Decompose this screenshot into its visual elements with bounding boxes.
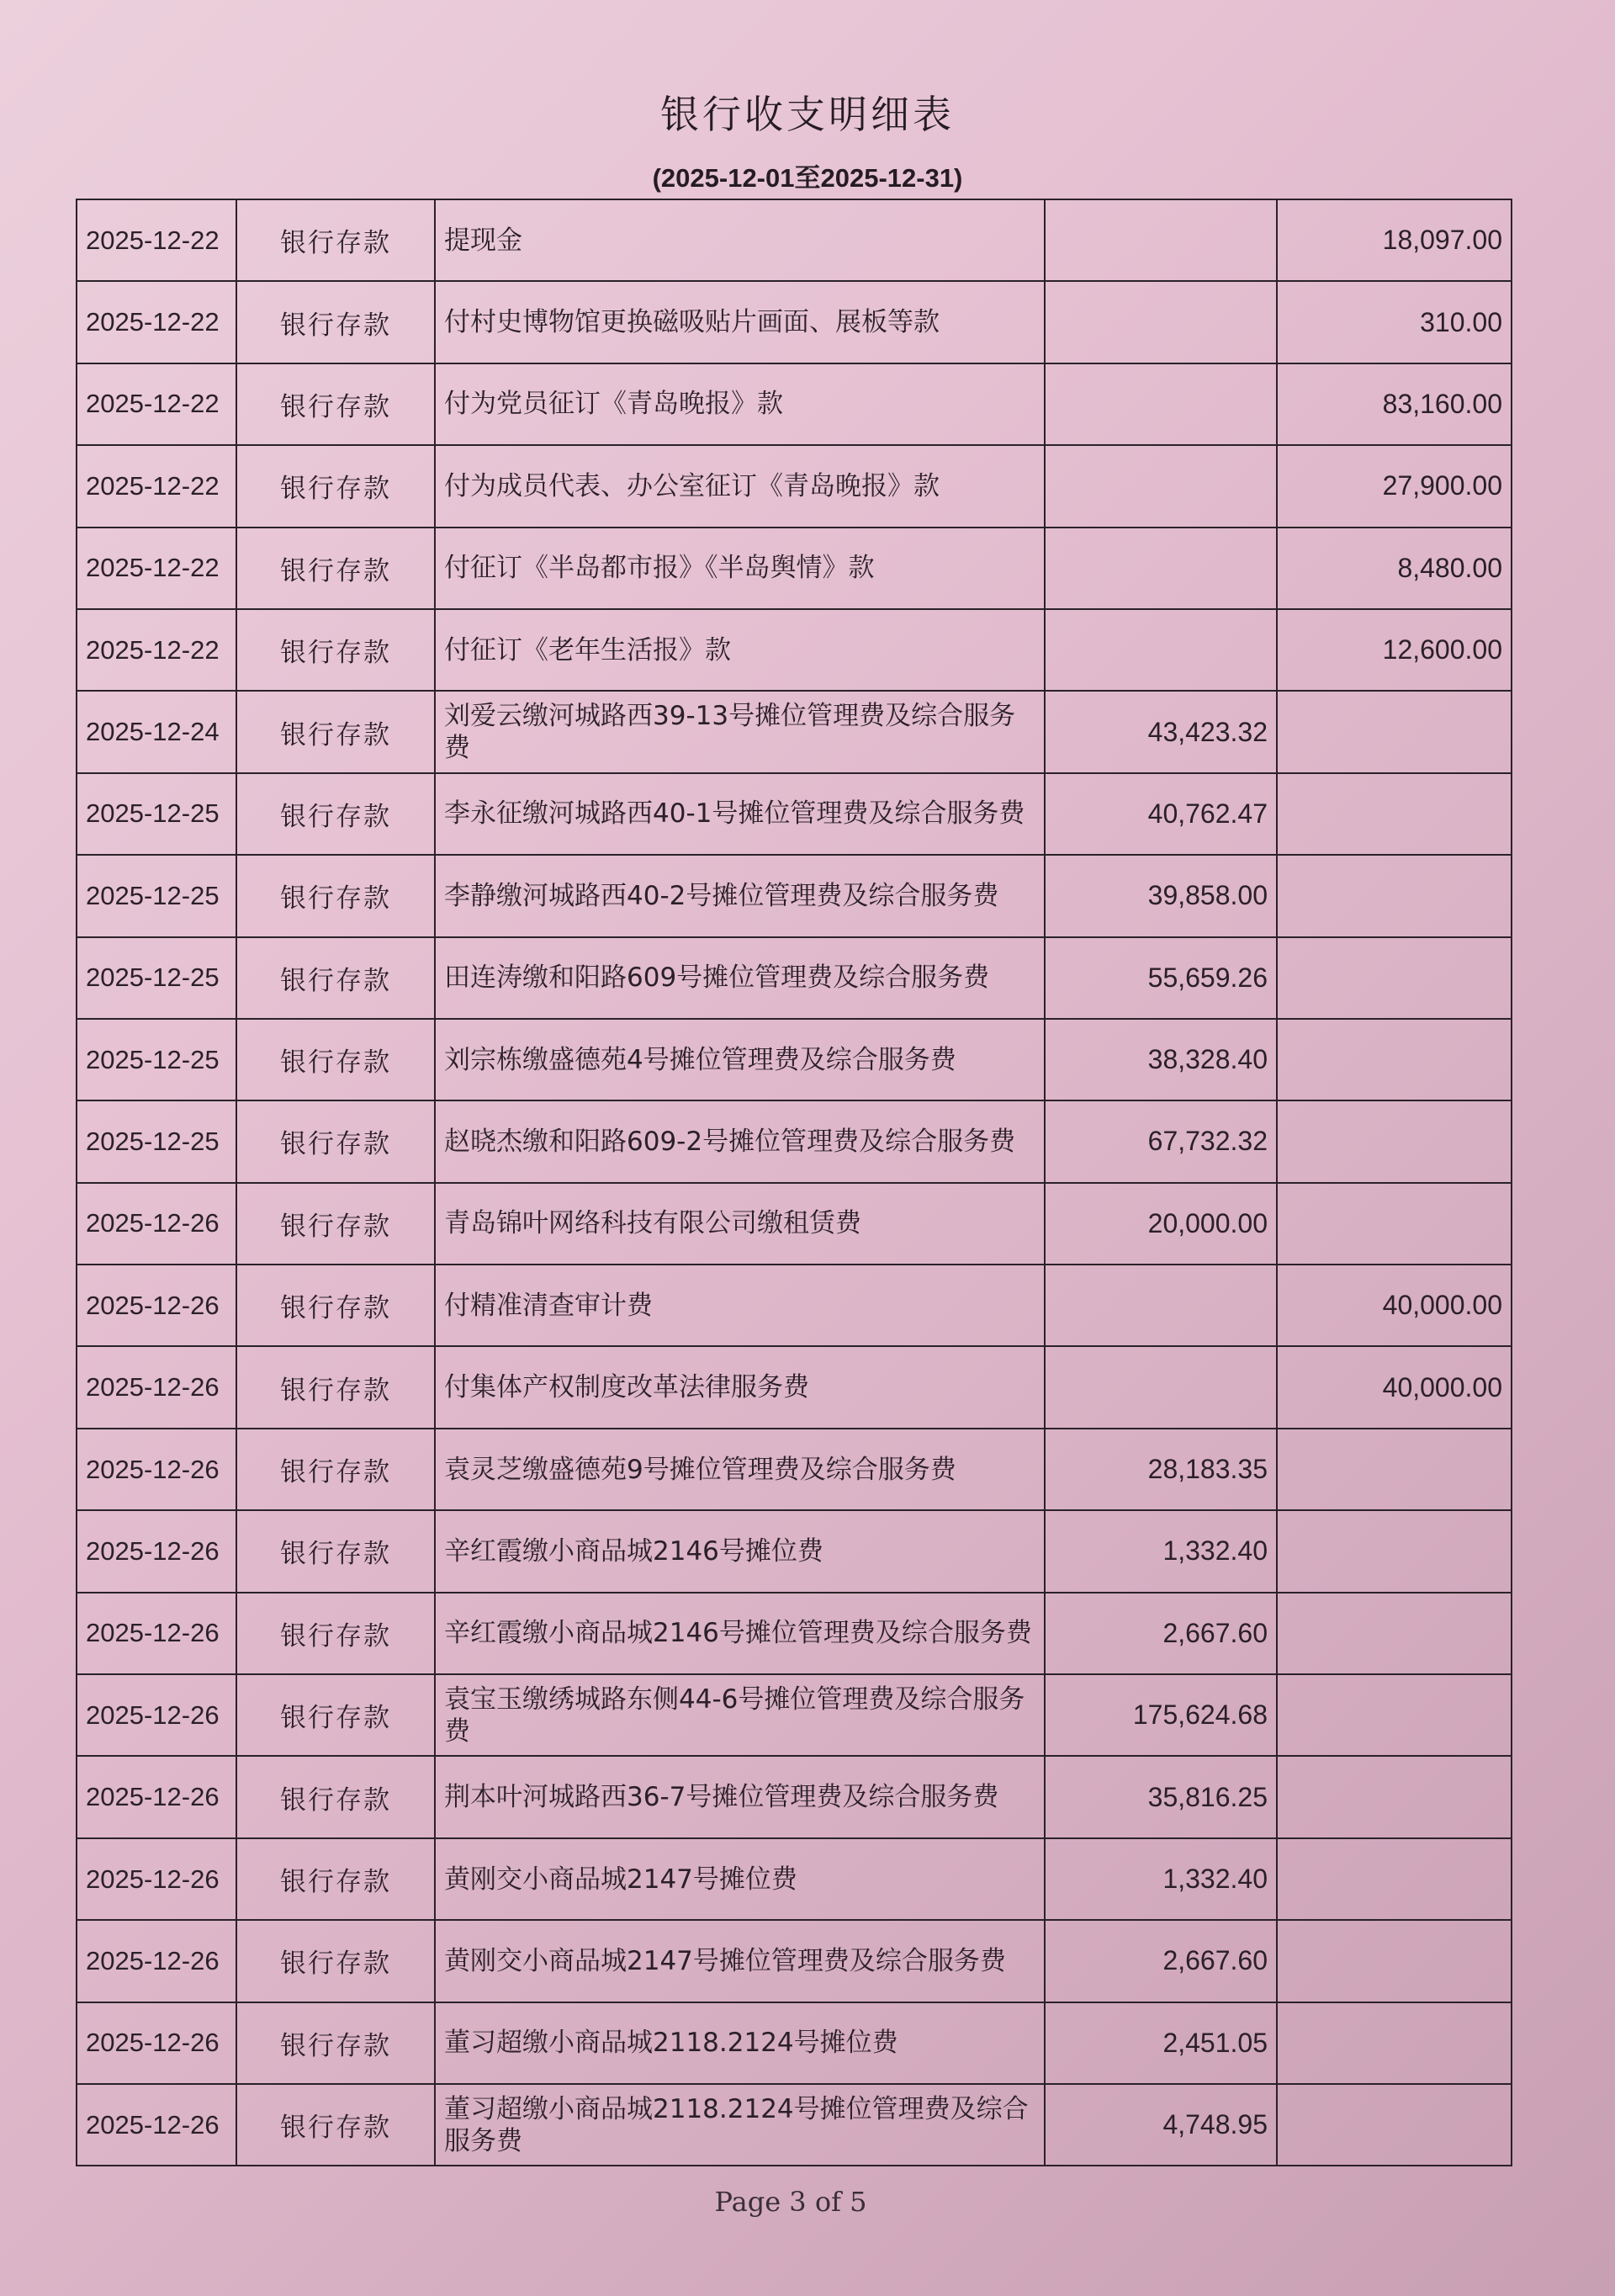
account-cell: 银行存款 — [236, 363, 435, 445]
table-row — [77, 1346, 1512, 1428]
date-cell: 2025-12-22 — [77, 363, 236, 445]
account-cell: 银行存款 — [236, 773, 435, 855]
income-cell: 2,667.60 — [1045, 1920, 1277, 2002]
table-row — [77, 1920, 1512, 2002]
income-cell: 55,659.26 — [1045, 937, 1277, 1019]
description-cell: 李永征缴河城路西40-1号摊位管理费及综合服务费 — [435, 773, 1045, 855]
date-cell: 2025-12-22 — [77, 281, 236, 363]
income-cell — [1045, 281, 1277, 363]
description-cell: 李静缴河城路西40-2号摊位管理费及综合服务费 — [435, 855, 1045, 936]
expense-cell — [1277, 937, 1512, 1019]
date-cell: 2025-12-26 — [77, 1920, 236, 2002]
description-cell: 袁灵芝缴盛德苑9号摊位管理费及综合服务费 — [435, 1429, 1045, 1510]
expense-cell — [1277, 1593, 1512, 1674]
table-row — [77, 1510, 1512, 1592]
income-cell: 43,423.32 — [1045, 691, 1277, 772]
income-cell — [1045, 1265, 1277, 1346]
description-cell: 付征订《半岛都市报》《半岛舆情》款 — [435, 528, 1045, 609]
date-cell: 2025-12-26 — [77, 1265, 236, 1346]
income-cell: 175,624.68 — [1045, 1674, 1277, 1756]
expense-cell: 40,000.00 — [1277, 1265, 1512, 1346]
table-row — [77, 445, 1512, 527]
account-cell: 银行存款 — [236, 1510, 435, 1592]
description-cell: 荆本叶河城路西36-7号摊位管理费及综合服务费 — [435, 1756, 1045, 1837]
account-cell: 银行存款 — [236, 1838, 435, 1920]
expense-cell: 8,480.00 — [1277, 528, 1512, 609]
expense-cell: 40,000.00 — [1277, 1346, 1512, 1428]
expense-cell — [1277, 1183, 1512, 1265]
income-cell: 2,451.05 — [1045, 2002, 1277, 2084]
description-cell: 田连涛缴和阳路609号摊位管理费及综合服务费 — [435, 937, 1045, 1019]
income-cell — [1045, 199, 1277, 281]
expense-cell — [1277, 1100, 1512, 1182]
account-cell: 银行存款 — [236, 199, 435, 281]
table-row — [77, 199, 1512, 281]
expense-cell — [1277, 1920, 1512, 2002]
expense-cell — [1277, 1674, 1512, 1756]
account-cell: 银行存款 — [236, 1429, 435, 1510]
description-cell: 付征订《老年生活报》款 — [435, 609, 1045, 691]
expense-cell — [1277, 1756, 1512, 1837]
ledger-table — [76, 199, 1512, 2166]
expense-cell — [1277, 1019, 1512, 1100]
table-row — [77, 2002, 1512, 2084]
account-cell: 银行存款 — [236, 1674, 435, 1756]
expense-cell: 310.00 — [1277, 281, 1512, 363]
expense-cell — [1277, 2002, 1512, 2084]
table-row — [77, 855, 1512, 936]
description-cell: 辛红霞缴小商品城2146号摊位管理费及综合服务费 — [435, 1593, 1045, 1674]
description-cell: 黄刚交小商品城2147号摊位管理费及综合服务费 — [435, 1920, 1045, 2002]
income-cell: 2,667.60 — [1045, 1593, 1277, 1674]
description-cell: 袁宝玉缴绣城路东侧44-6号摊位管理费及综合服务费 — [435, 1674, 1045, 1756]
expense-cell — [1277, 2084, 1512, 2166]
income-cell: 67,732.32 — [1045, 1100, 1277, 1182]
date-cell: 2025-12-25 — [77, 937, 236, 1019]
description-cell: 付精准清查审计费 — [435, 1265, 1045, 1346]
table-row — [77, 1100, 1512, 1182]
description-cell: 青岛锦叶网络科技有限公司缴租赁费 — [435, 1183, 1045, 1265]
date-cell: 2025-12-22 — [77, 528, 236, 609]
description-cell: 付集体产权制度改革法律服务费 — [435, 1346, 1045, 1428]
date-cell: 2025-12-22 — [77, 609, 236, 691]
date-cell: 2025-12-26 — [77, 1510, 236, 1592]
table-row — [77, 281, 1512, 363]
date-cell: 2025-12-26 — [77, 1183, 236, 1265]
income-cell — [1045, 445, 1277, 527]
account-cell: 银行存款 — [236, 1265, 435, 1346]
income-cell: 39,858.00 — [1045, 855, 1277, 936]
income-cell: 1,332.40 — [1045, 1838, 1277, 1920]
date-cell: 2025-12-25 — [77, 773, 236, 855]
table-row — [77, 2084, 1512, 2166]
income-cell: 4,748.95 — [1045, 2084, 1277, 2166]
account-cell: 银行存款 — [236, 1100, 435, 1182]
page-footer: Page 3 of 5 — [714, 2186, 867, 2218]
description-cell: 赵晓杰缴和阳路609-2号摊位管理费及综合服务费 — [435, 1100, 1045, 1182]
income-cell: 38,328.40 — [1045, 1019, 1277, 1100]
description-cell: 付村史博物馆更换磁吸贴片画面、展板等款 — [435, 281, 1045, 363]
income-cell: 40,762.47 — [1045, 773, 1277, 855]
date-cell: 2025-12-25 — [77, 1100, 236, 1182]
date-cell: 2025-12-26 — [77, 2084, 236, 2166]
income-cell: 28,183.35 — [1045, 1429, 1277, 1510]
expense-cell: 18,097.00 — [1277, 199, 1512, 281]
account-cell: 银行存款 — [236, 937, 435, 1019]
expense-cell — [1277, 1429, 1512, 1510]
description-cell: 刘爱云缴河城路西39-13号摊位管理费及综合服务费 — [435, 691, 1045, 772]
table-row — [77, 1756, 1512, 1837]
date-cell: 2025-12-22 — [77, 199, 236, 281]
income-cell — [1045, 363, 1277, 445]
date-cell: 2025-12-26 — [77, 1593, 236, 1674]
date-cell: 2025-12-24 — [77, 691, 236, 772]
account-cell: 银行存款 — [236, 2084, 435, 2166]
income-cell — [1045, 528, 1277, 609]
document-title: 银行收支明细表 — [660, 92, 955, 137]
table-row — [77, 1429, 1512, 1510]
ledger-body — [77, 199, 1512, 2166]
table-row — [77, 363, 1512, 445]
account-cell: 银行存款 — [236, 609, 435, 691]
date-cell: 2025-12-22 — [77, 445, 236, 527]
date-cell: 2025-12-26 — [77, 1756, 236, 1837]
description-cell: 黄刚交小商品城2147号摊位费 — [435, 1838, 1045, 1920]
account-cell: 银行存款 — [236, 445, 435, 527]
table-row — [77, 691, 1512, 772]
table-row — [77, 1593, 1512, 1674]
description-cell: 董习超缴小商品城2118.2124号摊位费 — [435, 2002, 1045, 2084]
description-cell: 付为成员代表、办公室征订《青岛晚报》款 — [435, 445, 1045, 527]
table-row — [77, 937, 1512, 1019]
table-row — [77, 1183, 1512, 1265]
table-row — [77, 609, 1512, 691]
description-cell: 付为党员征订《青岛晚报》款 — [435, 363, 1045, 445]
account-cell: 银行存款 — [236, 1346, 435, 1428]
date-cell: 2025-12-25 — [77, 855, 236, 936]
date-range: (2025-12-01至2025-12-31) — [652, 163, 963, 193]
account-cell: 银行存款 — [236, 691, 435, 772]
date-cell: 2025-12-26 — [77, 1838, 236, 1920]
date-cell: 2025-12-25 — [77, 1019, 236, 1100]
table-row — [77, 528, 1512, 609]
income-cell: 1,332.40 — [1045, 1510, 1277, 1592]
account-cell: 银行存款 — [236, 1920, 435, 2002]
expense-cell — [1277, 1510, 1512, 1592]
account-cell: 银行存款 — [236, 1756, 435, 1837]
expense-cell — [1277, 773, 1512, 855]
income-cell: 35,816.25 — [1045, 1756, 1277, 1837]
table-row — [77, 1265, 1512, 1346]
date-cell: 2025-12-26 — [77, 1429, 236, 1510]
expense-cell: 12,600.00 — [1277, 609, 1512, 691]
expense-cell: 27,900.00 — [1277, 445, 1512, 527]
date-cell: 2025-12-26 — [77, 2002, 236, 2084]
table-row — [77, 773, 1512, 855]
account-cell: 银行存款 — [236, 1019, 435, 1100]
account-cell: 银行存款 — [236, 1183, 435, 1265]
account-cell: 银行存款 — [236, 855, 435, 936]
expense-cell — [1277, 855, 1512, 936]
expense-cell: 83,160.00 — [1277, 363, 1512, 445]
date-cell: 2025-12-26 — [77, 1346, 236, 1428]
account-cell: 银行存款 — [236, 1593, 435, 1674]
account-cell: 银行存款 — [236, 2002, 435, 2084]
description-cell: 辛红霞缴小商品城2146号摊位费 — [435, 1510, 1045, 1592]
date-cell: 2025-12-26 — [77, 1674, 236, 1756]
table-row — [77, 1838, 1512, 1920]
income-cell — [1045, 609, 1277, 691]
description-cell: 董习超缴小商品城2118.2124号摊位管理费及综合服务费 — [435, 2084, 1045, 2166]
expense-cell — [1277, 691, 1512, 772]
description-cell: 提现金 — [435, 199, 1045, 281]
expense-cell — [1277, 1838, 1512, 1920]
table-row — [77, 1019, 1512, 1100]
income-cell — [1045, 1346, 1277, 1428]
account-cell: 银行存款 — [236, 528, 435, 609]
income-cell: 20,000.00 — [1045, 1183, 1277, 1265]
description-cell: 刘宗栋缴盛德苑4号摊位管理费及综合服务费 — [435, 1019, 1045, 1100]
account-cell: 银行存款 — [236, 281, 435, 363]
table-row — [77, 1674, 1512, 1756]
